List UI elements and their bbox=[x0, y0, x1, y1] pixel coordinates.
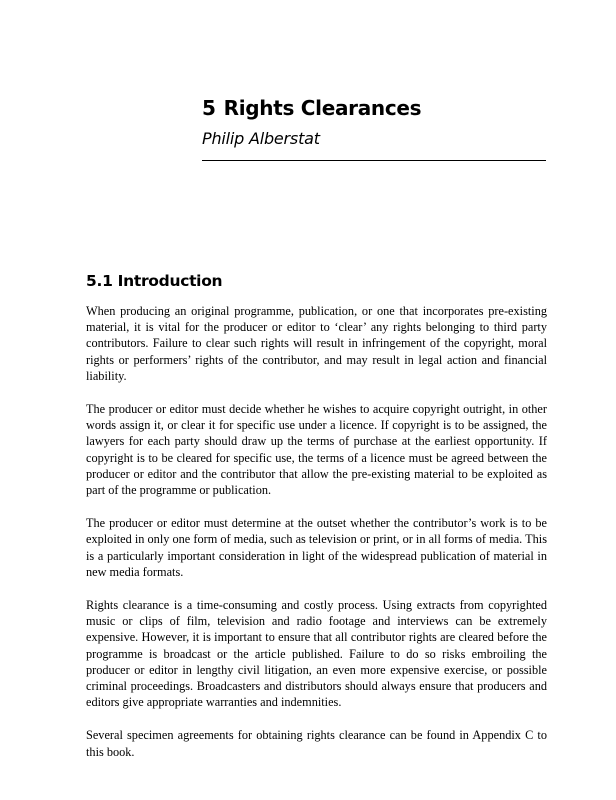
paragraph: Several specimen agreements for obtaining rights clearance can be found in Appendix C to this book. bbox=[86, 728, 547, 759]
section-heading: 5.1 Introduction bbox=[86, 272, 223, 290]
chapter-number: 5 bbox=[202, 96, 216, 120]
section-body bbox=[86, 303, 547, 777]
chapter-title: Rights Clearances bbox=[223, 96, 422, 120]
paragraph: Rights clearance is a time-consuming and costly process. Using extracts from copyrighted music or clips of film, television and radio footage and interviews can be extremely expensive. However, it is important to ensure that all contributor rights are cleared before the programme is broadcast or the article published. Failure to do so risks embroiling the producer or editor in lengthy civil litigation, an even more expensive exercise, or possible criminal proceedings. Broadcasters and distributors should always ensure that producers and editors give appropriate warranties and indemnities. bbox=[86, 598, 547, 710]
paragraph: The producer or editor must determine at the outset whether the contributor’s work is to be exploited in only one form of media, such as television or print, or in all forms of media. This is a particularly important consideration in light of the widespread publication of material in new media formats. bbox=[86, 516, 547, 579]
title-divider bbox=[202, 160, 546, 161]
paragraph: When producing an original programme, publication, or one that incorporates pre-existing material, it is vital for the producer or editor to ‘clear’ any rights belonging to third party contributors. Failure to clear such rights will result in infringement of the copyright, moral rights or performers’ rights of the contributor, and may result in legal action and financial liability. bbox=[86, 304, 547, 383]
chapter-heading bbox=[202, 86, 421, 123]
chapter-author: Philip Alberstat bbox=[202, 129, 320, 148]
paragraph: The producer or editor must decide whether he wishes to acquire copyright outright, in other words assign it, or clear it for specific use under a licence. If copyright is to be assigned, the lawyers for each party should draw up the terms of purchase at the earliest opportunity. If copyright is to be cleared for specific use, the terms of a licence must be agreed between the producer or editor and the contributor that allow the pre-existing material to be exploited as part of the programme or publication. bbox=[86, 402, 547, 498]
